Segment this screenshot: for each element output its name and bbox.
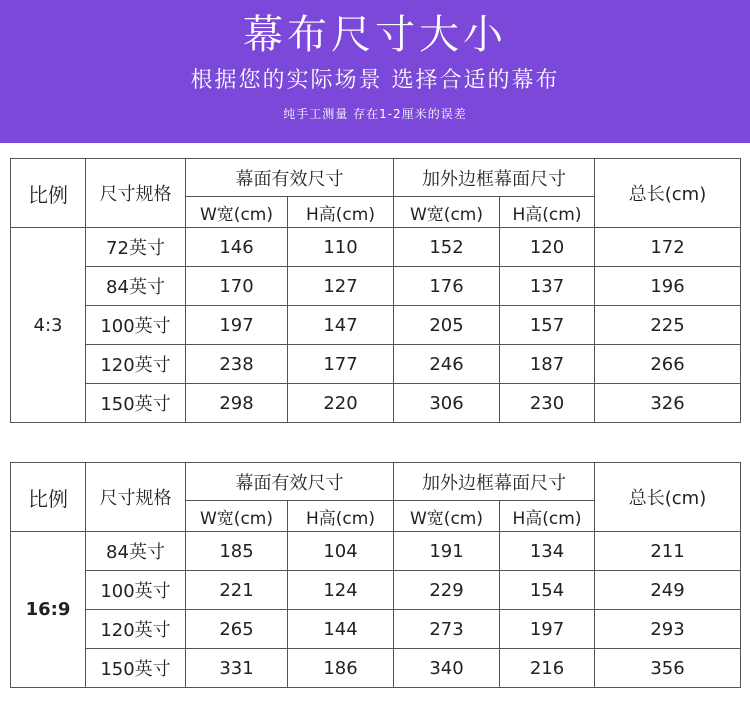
table-row	[11, 649, 741, 688]
size-table-4-3	[10, 158, 741, 423]
size-cell: 120英寸	[86, 345, 186, 384]
total-length-header: 总长(cm)	[595, 159, 741, 228]
size-cell: 84英寸	[86, 532, 186, 571]
framed-width-cell: 340	[394, 649, 500, 688]
total-length-cell: 196	[595, 267, 741, 306]
total-length-cell: 225	[595, 306, 741, 345]
table-row	[11, 610, 741, 649]
effective-height-cell: 124	[288, 571, 394, 610]
size-header: 尺寸规格	[86, 159, 186, 228]
framed-size-header: 加外边框幕面尺寸	[394, 159, 595, 197]
framed-width-cell: 246	[394, 345, 500, 384]
total-length-cell: 356	[595, 649, 741, 688]
framed-height-cell: 230	[500, 384, 595, 423]
total-length-cell: 172	[595, 228, 741, 267]
effective-width-cell: 185	[186, 532, 288, 571]
framed-width-cell: 306	[394, 384, 500, 423]
effective-height-cell: 147	[288, 306, 394, 345]
effective-width-cell: 170	[186, 267, 288, 306]
page-title: 幕布尺寸大小	[243, 12, 507, 58]
framed-height-cell: 216	[500, 649, 595, 688]
effective-size-header: 幕面有效尺寸	[186, 159, 394, 197]
effective-height-cell: 177	[288, 345, 394, 384]
framed-height-cell: 157	[500, 306, 595, 345]
framed-height-cell: 154	[500, 571, 595, 610]
effective-width-cell: 265	[186, 610, 288, 649]
framed-width-cell: 152	[394, 228, 500, 267]
measurement-note: 纯手工测量 存在1-2厘米的误差	[283, 107, 467, 121]
table-row	[11, 571, 741, 610]
effective-height-header: H高(cm)	[288, 501, 394, 532]
table-row	[11, 345, 741, 384]
framed-height-header: H高(cm)	[500, 501, 595, 532]
framed-width-cell: 205	[394, 306, 500, 345]
header-banner	[0, 0, 750, 143]
total-length-cell: 326	[595, 384, 741, 423]
ratio-header: 比例	[11, 159, 86, 228]
effective-width-cell: 298	[186, 384, 288, 423]
framed-width-cell: 273	[394, 610, 500, 649]
effective-height-cell: 220	[288, 384, 394, 423]
size-cell: 150英寸	[86, 384, 186, 423]
effective-size-header: 幕面有效尺寸	[186, 463, 394, 501]
effective-width-cell: 197	[186, 306, 288, 345]
effective-height-header: H高(cm)	[288, 197, 394, 228]
effective-height-cell: 186	[288, 649, 394, 688]
size-cell: 72英寸	[86, 228, 186, 267]
table-row	[11, 306, 741, 345]
size-cell: 150英寸	[86, 649, 186, 688]
framed-width-cell: 176	[394, 267, 500, 306]
framed-width-header: W宽(cm)	[394, 501, 500, 532]
page-subtitle: 根据您的实际场景 选择合适的幕布	[190, 68, 560, 93]
size-cell: 84英寸	[86, 267, 186, 306]
framed-width-cell: 229	[394, 571, 500, 610]
effective-height-cell: 110	[288, 228, 394, 267]
total-length-cell: 211	[595, 532, 741, 571]
framed-size-header: 加外边框幕面尺寸	[394, 463, 595, 501]
effective-width-cell: 238	[186, 345, 288, 384]
table-row	[11, 532, 741, 571]
total-length-cell: 266	[595, 345, 741, 384]
table-row	[11, 384, 741, 423]
effective-width-cell: 331	[186, 649, 288, 688]
framed-width-cell: 191	[394, 532, 500, 571]
total-length-header: 总长(cm)	[595, 463, 741, 532]
framed-height-cell: 120	[500, 228, 595, 267]
effective-height-cell: 127	[288, 267, 394, 306]
size-cell: 100英寸	[86, 571, 186, 610]
ratio-cell: 16:9	[11, 532, 86, 688]
framed-height-cell: 197	[500, 610, 595, 649]
size-table-16-9	[10, 462, 741, 688]
framed-width-header: W宽(cm)	[394, 197, 500, 228]
framed-height-cell: 187	[500, 345, 595, 384]
effective-width-cell: 221	[186, 571, 288, 610]
effective-height-cell: 144	[288, 610, 394, 649]
size-header: 尺寸规格	[86, 463, 186, 532]
table-row	[11, 228, 741, 267]
total-length-cell: 249	[595, 571, 741, 610]
size-cell: 100英寸	[86, 306, 186, 345]
effective-width-header: W宽(cm)	[186, 197, 288, 228]
total-length-cell: 293	[595, 610, 741, 649]
framed-height-header: H高(cm)	[500, 197, 595, 228]
framed-height-cell: 137	[500, 267, 595, 306]
effective-width-cell: 146	[186, 228, 288, 267]
ratio-cell: 4:3	[11, 228, 86, 423]
ratio-header: 比例	[11, 463, 86, 532]
size-cell: 120英寸	[86, 610, 186, 649]
framed-height-cell: 134	[500, 532, 595, 571]
effective-width-header: W宽(cm)	[186, 501, 288, 532]
table-row	[11, 267, 741, 306]
effective-height-cell: 104	[288, 532, 394, 571]
